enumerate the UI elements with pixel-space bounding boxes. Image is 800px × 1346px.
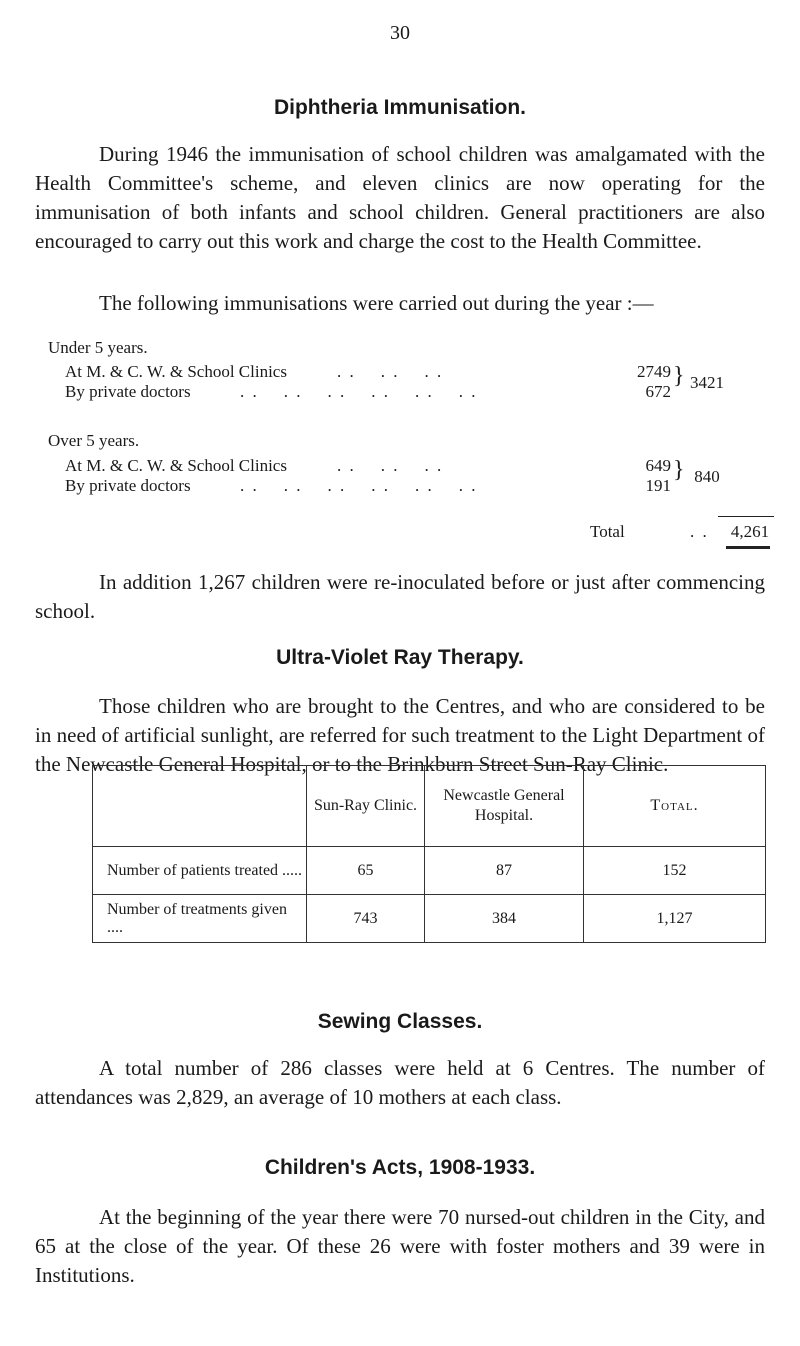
under-5-private-label: By private doctors xyxy=(65,382,191,401)
cell-total: 1,127 xyxy=(584,895,766,943)
ultraviolet-table xyxy=(92,765,766,943)
childrens-acts-heading: Children's Acts, 1908-1933. xyxy=(264,1156,536,1179)
column-header-total: Total. xyxy=(584,766,766,847)
cell-total: 152 xyxy=(584,847,766,895)
diphtheria-paragraph: During 1946 the immunisation of school children was amalgamated with the Health Committee's scheme, and eleven clinics are now operating for the immunisation of both infants and school children. General practitioners are also encouraged to carry out this work and charge the cost to the Health Committee. xyxy=(35,142,765,253)
row-label: Number of patients treated ..... xyxy=(93,847,307,895)
total-double-rule xyxy=(726,546,770,549)
under-5-label: Under 5 years. xyxy=(48,338,148,357)
total-label: Total xyxy=(590,522,625,541)
cell-newcastle: 384 xyxy=(425,895,584,943)
under-5-subtotal: 3421 xyxy=(690,373,724,392)
immunisations-intro: The following immunisations were carried out during the year :— xyxy=(99,291,654,315)
brace-icon: } xyxy=(673,363,685,389)
over-5-clinics-label: At M. & C. W. & School Clinics xyxy=(65,456,287,475)
table-row xyxy=(93,895,766,943)
cell-newcastle: 87 xyxy=(425,847,584,895)
over-5-private-label: By private doctors xyxy=(65,476,191,495)
under-5-clinics-label: At M. & C. W. & School Clinics xyxy=(65,362,287,381)
leader-dots: . . . . . . xyxy=(337,456,444,475)
total-value: 4,261 xyxy=(730,522,770,541)
diphtheria-heading: Diphtheria Immunisation. xyxy=(273,96,527,119)
over-5-label: Over 5 years. xyxy=(48,431,140,450)
row-label: Number of treatments given .... xyxy=(93,895,307,943)
cell-sunray: 743 xyxy=(307,895,425,943)
ultraviolet-heading: Ultra-Violet Ray Therapy. xyxy=(276,646,524,669)
childrens-acts-paragraph: At the beginning of the year there were 70 nursed-out children in the City, and 65 at the close of the year. Of these 26 were with foster mothers and 39 were in Institutions. xyxy=(35,1205,765,1287)
table-corner-cell xyxy=(93,766,307,847)
sewing-paragraph: A total number of 286 classes were held at 6 Centres. The number of attendances was 2,829, an average of 10 mothers at each class. xyxy=(35,1056,765,1109)
column-header-newcastle: Newcastle General Hospital. xyxy=(425,766,584,847)
under-5-clinics-value: 2749 xyxy=(637,362,671,381)
leader-dots: . . . . . . . . . . . . xyxy=(240,476,478,495)
ultraviolet-paragraph: Those children who are brought to the Centres, and who are considered to be in need of artificial sunlight, are referred for such treatment to the Light Department of the Newcastle General Hospital, or to the Brinkburn Street Sun-Ray Clinic. xyxy=(35,694,765,776)
table-header-row xyxy=(93,766,766,847)
immunisation-list xyxy=(0,0,800,541)
under-5-private-value: 672 xyxy=(645,382,671,401)
cell-sunray: 65 xyxy=(307,847,425,895)
leader-dots: . . xyxy=(690,522,709,541)
table-row xyxy=(93,847,766,895)
sewing-heading: Sewing Classes. xyxy=(317,1010,483,1033)
column-header-sunray: Sun-Ray Clinic. xyxy=(307,766,425,847)
over-5-subtotal: 840 xyxy=(694,467,720,486)
total-rule xyxy=(718,516,774,517)
over-5-clinics-value: 649 xyxy=(645,456,671,475)
brace-icon: } xyxy=(673,457,685,483)
leader-dots: . . . . . . xyxy=(337,362,444,381)
over-5-private-value: 191 xyxy=(645,476,671,495)
page-number: 30 xyxy=(390,22,410,44)
reinoculation-paragraph: In addition 1,267 children were re-inoculated before or just after commencing school. xyxy=(35,570,765,623)
leader-dots: . . . . . . . . . . . . xyxy=(240,382,478,401)
